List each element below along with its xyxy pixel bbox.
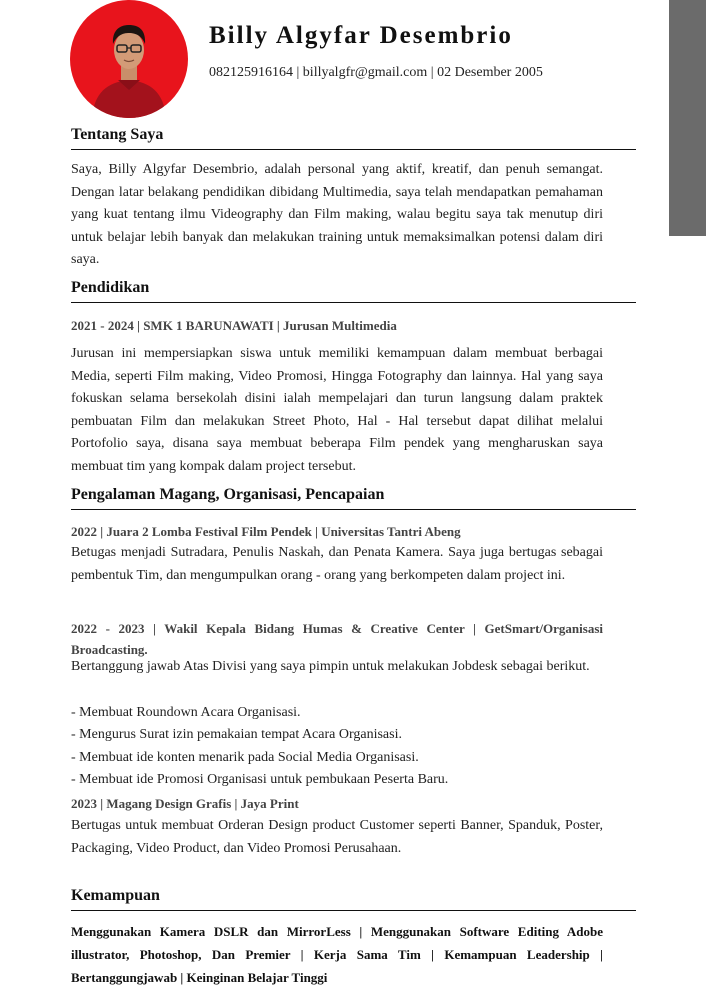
- contact-info: 082125916164 | billyalgfr@gmail.com | 02 Desember 2005: [209, 65, 543, 80]
- section-divider: [71, 149, 636, 150]
- experience-entry-text: Bertugas untuk membuat Orderan Design product Customer seperti Banner, Spanduk, Poster, Packaging, Video Product, dan Video Promosi Perusahaan.: [71, 818, 603, 856]
- section-title-about: Tentang Saya: [71, 126, 164, 143]
- experience-entry-title: 2023 | Magang Design Grafis | Jaya Print: [71, 796, 299, 811]
- candidate-name: Billy Algyfar Desembrio: [209, 22, 513, 49]
- list-item: - Membuat Roundown Acara Organisasi.: [71, 705, 301, 720]
- experience-entry-text: Bertanggung jawab Atas Divisi yang saya pimpin untuk melakukan Jobdesk sebagai berikut.: [71, 659, 590, 674]
- section-title-experience: Pengalaman Magang, Organisasi, Pencapaian: [71, 486, 385, 503]
- education-text: Jurusan ini mempersiapkan siswa untuk memiliki kemampuan dalam membuat berbagai Media, seperti Film making, Video Promosi, Hingga Fotography dan lainnya. Hal yang saya fokuskan selama bersekolah disini ialah mempelajari dan turun langsung dalam praktek pembuatan Film dan melakukan Street Photo, Hal - Hal tersebut dapat dilihat melalui Portofolio saya, disana saya membuat beberapa Film pendek yang mengharuskan saya membuat tim yang kompak dalam project tersebut.: [71, 346, 603, 474]
- person-portrait-icon: [70, 0, 188, 118]
- section-divider: [71, 302, 636, 303]
- responsibility-list: [71, 702, 448, 792]
- list-item: - Membuat ide Promosi Organisasi untuk pembukaan Peserta Baru.: [71, 772, 449, 788]
- list-item: - Mengurus Surat izin pemakaian tempat Acara Organisasi.: [71, 727, 402, 743]
- education-entry-title: 2021 - 2024 | SMK 1 BARUNAWATI | Jurusan Multimedia: [71, 318, 397, 333]
- scrollbar-thumb[interactable]: [669, 0, 706, 236]
- about-text: Saya, Billy Algyfar Desembrio, adalah personal yang aktif, kreatif, dan penuh semangat. Dengan latar belakang pendidikan dibidang Multimedia, saya telah mendapatkan pemahaman yang kuat tentang ilmu Videography dan Film making, walau begitu saya tak menutup diri untuk belajar lebih banyak dan melakukan training untuk memaksimalkan potensi dalam diri saya.: [71, 162, 603, 268]
- list-item: - Membuat ide konten menarik pada Social Media Organisasi.: [71, 749, 419, 765]
- profile-photo: [70, 0, 188, 118]
- section-divider: [71, 910, 636, 911]
- experience-entry-text: Betugas menjadi Sutradara, Penulis Naskah, dan Penata Kamera. Saya juga bertugas sebagai pembentuk Tim, dan mengumpulkan orang - orang yang berkompeten dalam project ini.: [71, 545, 603, 583]
- section-title-education: Pendidikan: [71, 279, 150, 296]
- experience-entry-title: 2022 - 2023 | Wakil Kepala Bidang Humas & Creative Center | GetSmart/Organisasi Broadcasting.: [71, 621, 603, 657]
- experience-entry-title: 2022 | Juara 2 Lomba Festival Film Pendek | Universitas Tantri Abeng: [71, 524, 461, 539]
- section-divider: [71, 509, 636, 510]
- section-title-skills: Kemampuan: [71, 887, 160, 904]
- skills-text: Menggunakan Kamera DSLR dan MirrorLess | Menggunakan Software Editing Adobe illustrator, Photoshop, Dan Premier | Kerja Sama Tim | Kemampuan Leadership | Bertanggungjawab | Keinginan Belajar Tinggi: [71, 924, 603, 985]
